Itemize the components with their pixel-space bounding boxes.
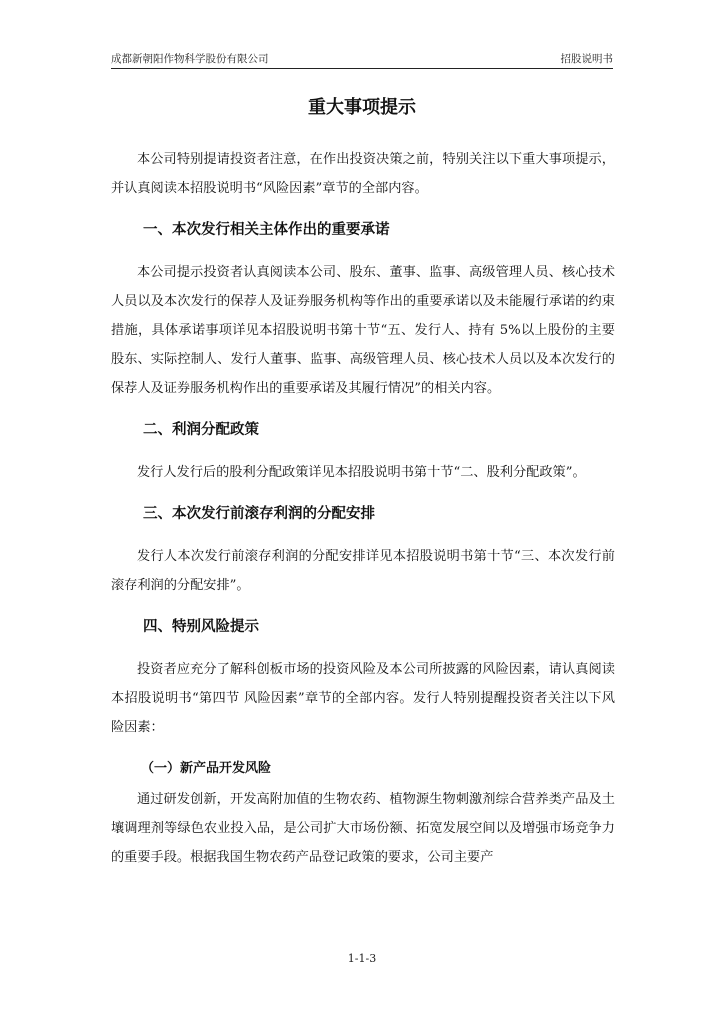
section-text-commitments: 本公司提示投资者认真阅读本公司、股东、董事、监事、高级管理人员、核心技术人员以及本次发行的保荐人及证券服务机构等作出的重要承诺以及未能履行承诺的约束措施，具体承诺事项详见本招股说明书第十节“五、发行人、持有 5%以上股份的主要股东、实际控制人、发行人董事、监事、高级管理人员、核心技术人员以及本次发行的保荐人及证券服务机构作出的重要承诺及其履行情况”的相关内容。 xyxy=(111,265,615,396)
header-document-type: 招股说明书 xyxy=(560,53,613,65)
document-body xyxy=(111,145,615,885)
section-heading-risk-notice: 四、特别风险提示 xyxy=(143,619,259,635)
subsection-heading-new-product-risk: （一）新产品开发风险 xyxy=(141,761,272,776)
section-heading-commitments: 一、本次发行相关主体作出的重要承诺 xyxy=(143,222,390,238)
header-company-name: 成都新朝阳作物科学股份有限公司 xyxy=(111,53,269,65)
section-text-risk-notice: 投资者应充分了解科创板市场的投资风险及本公司所披露的风险因素，请认真阅读本招股说明书“第四节 风险因素”章节的全部内容。发行人特别提醒投资者关注以下风险因素： xyxy=(111,662,615,735)
section-text-retained-profit: 发行人本次发行前滚存利润的分配安排详见本招股说明书第十节“三、本次发行前滚存利润的分配安排”。 xyxy=(111,549,615,593)
page-number: 1-1-3 xyxy=(347,952,377,965)
section-heading-profit-distribution: 二、利润分配政策 xyxy=(143,422,259,438)
intro-paragraph: 本公司特别提请投资者注意，在作出投资决策之前，特别关注以下重大事项提示，并认真阅读本招股说明书“风险因素”章节的全部内容。 xyxy=(111,152,615,196)
page-title: 重大事项提示 xyxy=(308,97,416,118)
subsection-text-new-product-risk: 通过研发创新，开发高附加值的生物农药、植物源生物刺激剂综合营养类产品及土壤调理剂等绿色农业投入品，是公司扩大市场份额、拓宽发展空间以及增强市场竞争力的重要手段。根据我国生物农药产品登记政策的要求，公司主要产 xyxy=(111,792,615,865)
section-heading-retained-profit: 三、本次发行前滚存利润的分配安排 xyxy=(143,506,375,522)
section-text-profit-distribution: 发行人发行后的股利分配政策详见本招股说明书第十节“二、股利分配政策”。 xyxy=(137,465,586,480)
page-header xyxy=(111,52,613,69)
